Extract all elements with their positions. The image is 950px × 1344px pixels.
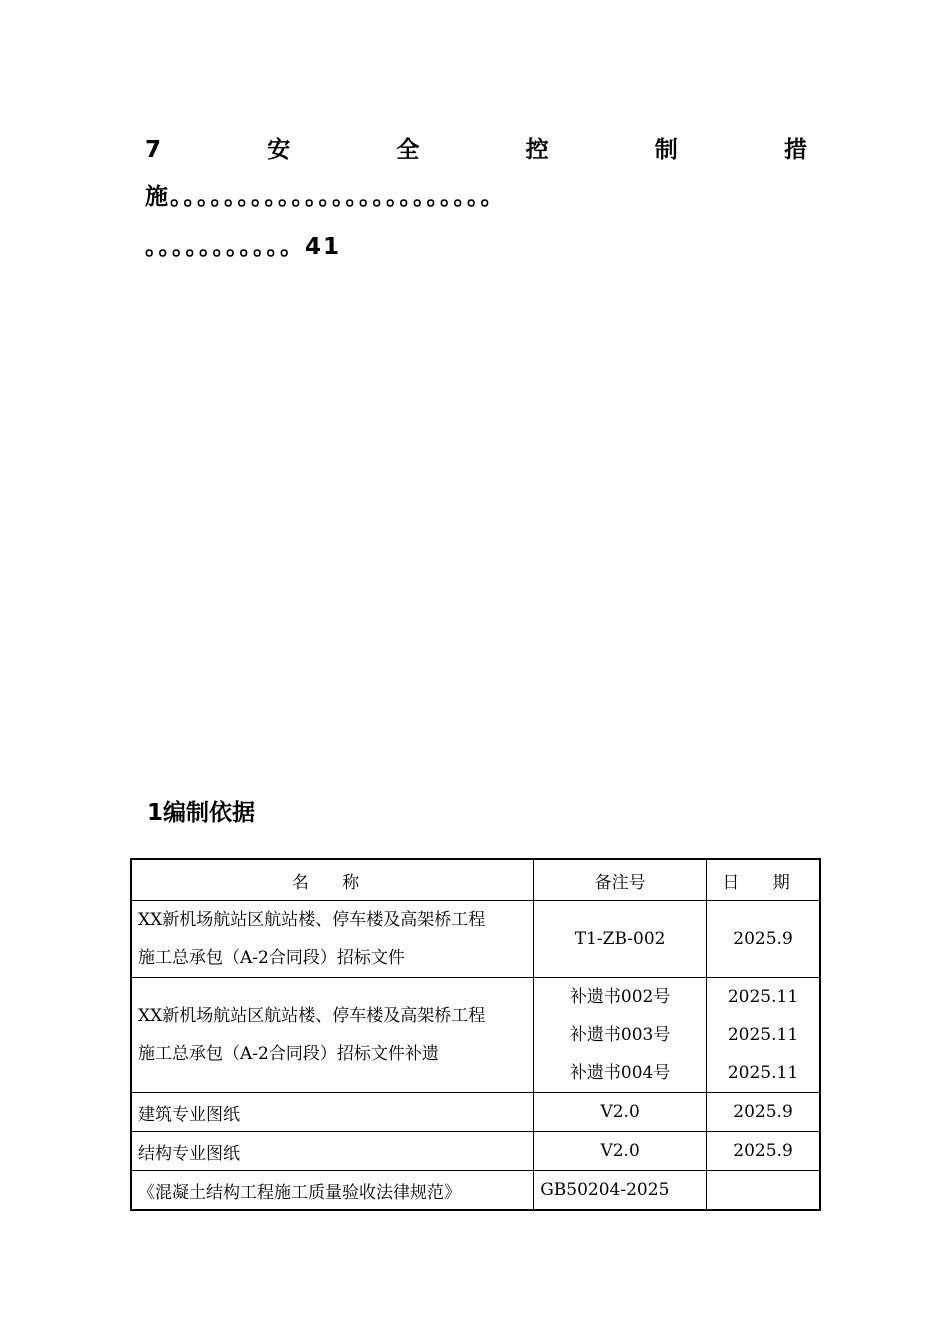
section-title: 1编制依据 [147,800,256,826]
toc-entry [145,128,807,272]
toc-number: 7 [145,137,162,163]
header-note: 备注号 [534,859,707,901]
cell-date: 2025.9 [707,1132,820,1171]
cell-text: XX新机场航站区航站楼、停车楼及高架桥工程 [138,910,486,930]
cell-date: 2025.9 [707,1093,820,1132]
cell-text: 施工总承包（A-2合同段）招标文件补遗 [138,1044,439,1064]
cell-date: 2025.9 [707,901,820,978]
table-row [131,1132,820,1171]
cell-text: XX新机场航站区航站楼、停车楼及高架桥工程 [138,1006,486,1026]
cell-note: V2.0 [534,1132,707,1171]
toc-char: 措 [783,137,807,163]
toc-entry-line-2: 施。。。。。。。。。。。。。。。。。。。。。。。。 [145,184,506,210]
cell-text: 补遗书004号 [569,1063,671,1083]
cell-text: 2025.11 [727,1025,799,1045]
table-header-row [131,859,820,901]
cell-note: T1-ZB-002 [534,901,707,978]
cell-text: 施工总承包（A-2合同段）招标文件 [138,948,405,968]
cell-name [131,978,534,1093]
basis-table [130,858,821,1211]
toc-char: 安 [267,137,291,163]
header-name: 名 称 [131,859,534,901]
cell-date [707,1171,820,1211]
cell-name: 结构专业图纸 [131,1132,534,1171]
cell-note: GB50204-2025 [534,1171,707,1211]
toc-char: 控 [525,137,549,163]
cell-name [131,901,534,978]
cell-text: 补遗书003号 [569,1025,671,1045]
table-row [131,978,820,1093]
header-date: 日 期 [707,859,820,901]
cell-text: 2025.11 [727,987,799,1007]
toc-char: 全 [396,137,420,163]
toc-entry-line-1 [145,128,807,172]
cell-text: 2025.11 [727,1063,799,1083]
toc-char: 制 [654,137,678,163]
cell-date [707,978,820,1093]
table-row [131,901,820,978]
toc-entry-line-3: 。。。。。。。。。。。41 [145,234,342,260]
cell-name: 建筑专业图纸 [131,1093,534,1132]
cell-text: 补遗书002号 [569,987,671,1007]
cell-name: 《混凝土结构工程施工质量验收法律规范》 [131,1171,534,1211]
table-row [131,1171,820,1211]
cell-note: V2.0 [534,1093,707,1132]
table-row [131,1093,820,1132]
cell-note [534,978,707,1093]
